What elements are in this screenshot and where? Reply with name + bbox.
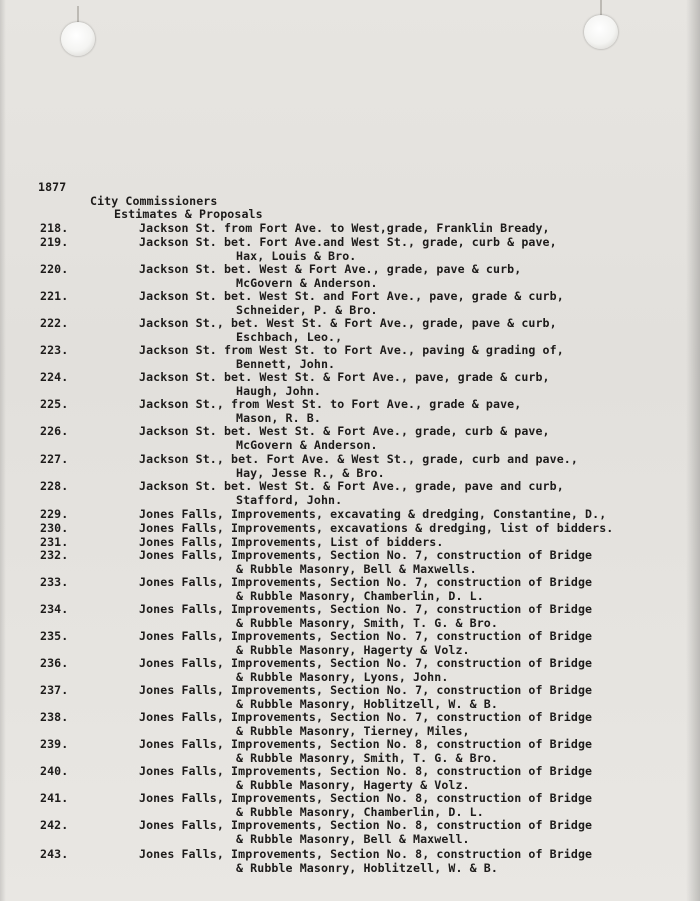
entry-number: 220. [40,262,69,276]
entry-continuation: & Rubble Masonry, Hagerty & Volz. [236,642,470,657]
entry-continuation: Eschbach, Leo., [236,329,343,344]
page-left-edge [0,0,6,901]
entry-text: Jones Falls, Improvements, excavations & dredging, list of bidders. [139,521,614,535]
page-right-edge [686,0,700,901]
entry-number: 233. [40,575,69,589]
entry-text: Jackson St. bet. West St. & Fort Ave., pave, grade & curb, [139,370,550,384]
entry-number: 228. [40,479,69,493]
entry-continuation: McGovern & Anderson. [236,437,378,452]
entry-number: 241. [40,791,69,805]
entry-number: 238. [40,710,69,724]
entry-text: Jones Falls, Improvements, excavating & dredging, Constantine, D., [139,507,607,521]
entry-text: Jackson St. bet. West St. and Fort Ave., pave, grade & curb, [139,289,564,303]
entry-number: 221. [40,289,69,303]
entry-number: 218. [40,221,69,235]
entry-continuation: Stafford, John. [236,492,343,507]
punch-hole-left [61,22,95,56]
entry-continuation: & Rubble Masonry, Chamberlin, D. L. [236,588,484,603]
department-heading: City Commissioners [90,194,218,208]
entry-text: Jones Falls, Improvements, Section No. 8, construction of Bridge [139,818,593,832]
entry-continuation: Bennett, John. [236,356,336,371]
entry-number: 242. [40,818,69,832]
entry-continuation: & Rubble Masonry, Smith, T. G. & Bro. [236,750,498,765]
entry-number: 234. [40,602,69,616]
entry-continuation: Hax, Louis & Bro. [236,248,357,263]
entry-continuation: & Rubble Masonry, Chamberlin, D. L. [236,804,484,819]
entry-continuation: Hay, Jesse R., & Bro. [236,465,385,480]
entry-continuation: & Rubble Masonry, Hagerty & Volz. [236,777,470,792]
entry-text: Jackson St. bet. West St. & Fort Ave., grade, pave and curb, [139,479,564,493]
entry-text: Jones Falls, Improvements, Section No. 8, construction of Bridge [139,791,593,805]
entry-number: 219. [40,235,69,249]
entry-number: 225. [40,397,69,411]
entry-continuation: & Rubble Masonry, Lyons, John. [236,669,449,684]
entry-text: Jackson St., bet. West St. & Fort Ave., grade, pave & curb, [139,316,557,330]
entry-number: 222. [40,316,69,330]
entry-number: 236. [40,656,69,670]
entry-text: Jackson St. bet. West & Fort Ave., grade, pave & curb, [139,262,522,276]
entry-text: Jackson St. from Fort Ave. to West,grade, Franklin Bready, [139,221,550,235]
entry-continuation: Haugh, John. [236,383,321,398]
entry-number: 231. [40,535,69,549]
year-heading: 1877 [38,180,67,194]
entry-text: Jackson St. bet. Fort Ave.and West St., grade, curb & pave, [139,235,557,249]
entry-continuation: & Rubble Masonry, Bell & Maxwell. [236,831,470,846]
entry-text: Jones Falls, Improvements, List of bidders. [139,535,444,549]
entry-number: 223. [40,343,69,357]
entry-text: Jones Falls, Improvements, Section No. 7, construction of Bridge [139,683,593,697]
entry-text: Jones Falls, Improvements, Section No. 7, construction of Bridge [139,656,593,670]
entry-number: 229. [40,507,69,521]
punch-hole-right [584,15,618,49]
entry-text: Jones Falls, Improvements, Section No. 7, construction of Bridge [139,629,593,643]
entry-text: Jones Falls, Improvements, Section No. 8, construction of Bridge [139,847,593,861]
entry-number: 230. [40,521,69,535]
entry-continuation: & Rubble Masonry, Bell & Maxwells. [236,561,477,576]
entry-text: Jones Falls, Improvements, Section No. 8, construction of Bridge [139,764,593,778]
entry-continuation: & Rubble Masonry, Smith, T. G. & Bro. [236,615,498,630]
entry-number: 224. [40,370,69,384]
entry-text: Jones Falls, Improvements, Section No. 7, construction of Bridge [139,575,593,589]
entry-number: 237. [40,683,69,697]
entry-number: 232. [40,548,69,562]
entry-number: 235. [40,629,69,643]
entry-continuation: McGovern & Anderson. [236,275,378,290]
section-heading: Estimates & Proposals [114,207,263,221]
entry-continuation: & Rubble Masonry, Hoblitzell, W. & B. [236,696,498,711]
entry-text: Jackson St., bet. Fort Ave. & West St., grade, curb and pave., [139,452,578,466]
entry-text: Jackson St., from West St. to Fort Ave., grade & pave, [139,397,522,411]
entry-text: Jones Falls, Improvements, Section No. 7, construction of Bridge [139,710,593,724]
entry-number: 240. [40,764,69,778]
entry-text: Jones Falls, Improvements, Section No. 8, construction of Bridge [139,737,593,751]
entry-continuation: Schneider, P. & Bro. [236,302,378,317]
entry-number: 243. [40,847,69,861]
entry-number: 239. [40,737,69,751]
entry-continuation: & Rubble Masonry, Hoblitzell, W. & B. [236,860,498,875]
entry-text: Jones Falls, Improvements, Section No. 7, construction of Bridge [139,602,593,616]
entry-continuation: & Rubble Masonry, Tierney, Miles, [236,723,470,738]
entry-text: Jones Falls, Improvements, Section No. 7, construction of Bridge [139,548,593,562]
entry-number: 227. [40,452,69,466]
entry-text: Jackson St. bet. West St. & Fort Ave., grade, curb & pave, [139,424,550,438]
entry-text: Jackson St. from West St. to Fort Ave., paving & grading of, [139,343,564,357]
entry-number: 226. [40,424,69,438]
entry-continuation: Mason, R. B. [236,410,321,425]
